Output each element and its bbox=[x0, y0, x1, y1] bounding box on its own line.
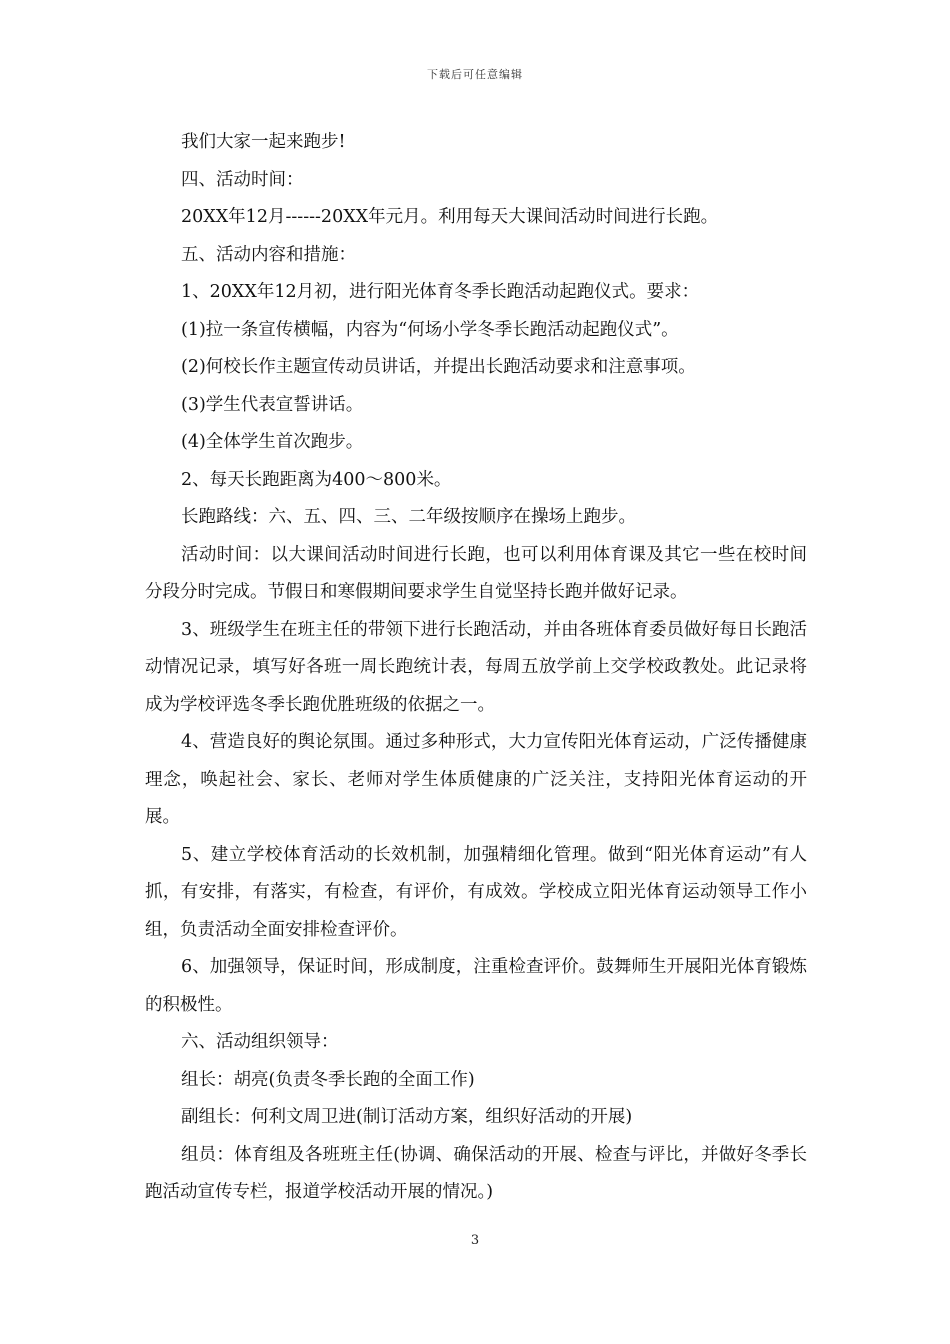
paragraph: 四、活动时间： bbox=[181, 169, 304, 190]
paragraph: 活动时间：以大课间活动时间进行长跑，也可以利用体育课及其它一些在校时间分段分时完成。节假日和寒假期间要求学生自觉坚持长跑并做好记录。 bbox=[145, 544, 807, 602]
paragraph: 1、20XX年12月初，进行阳光体育冬季长跑活动起跑仪式。要求： bbox=[181, 282, 700, 302]
paragraph: 五、活动内容和措施： bbox=[181, 244, 356, 265]
paragraph: 六、活动组织领导： bbox=[181, 1032, 339, 1052]
paragraph: 长跑路线：六、五、四、三、二年级按顺序在操场上跑步。 bbox=[181, 507, 636, 527]
paragraph: (3)学生代表宣誓讲话。 bbox=[181, 394, 364, 415]
header-note: 下载后可任意编辑 bbox=[427, 68, 523, 81]
document-body bbox=[145, 124, 807, 1212]
page-number: 3 bbox=[470, 1233, 480, 1248]
paragraph: 2、每天长跑距离为400～800米。 bbox=[181, 469, 452, 490]
paragraph: 6、加强领导，保证时间，形成制度，注重检查评价。鼓舞师生开展阳光体育锻炼的积极性。 bbox=[145, 957, 807, 1015]
paragraph: 我们大家一起来跑步! bbox=[181, 132, 346, 152]
paragraph: 副组长：何利文周卫进(制订活动方案，组织好活动的开展) bbox=[181, 1107, 633, 1127]
paragraph: (1)拉一条宣传横幅，内容为“何场小学冬季长跑活动起跑仪式”。 bbox=[181, 319, 679, 340]
paragraph: 4、营造良好的舆论氛围。通过多种形式，大力宣传阳光体育运动，广泛传播健康理念，唤起社会、家长、老师对学生体质健康的广泛关注，支持阳光体育运动的开展。 bbox=[145, 732, 807, 827]
paragraph: 5、建立学校体育活动的长效机制，加强精细化管理。做到“阳光体育运动”有人抓，有安排，有落实，有检查，有评价，有成效。学校成立阳光体育运动领导工作小组，负责活动全面安排检查评价。 bbox=[145, 844, 807, 940]
paragraph: (2)何校长作主题宣传动员讲话，并提出长跑活动要求和注意事项。 bbox=[181, 357, 696, 377]
paragraph: 组长：胡亮(负责冬季长跑的全面工作) bbox=[181, 1069, 475, 1090]
paragraph: 20XX年12月------20XX年元月。利用每天大课间活动时间进行长跑。 bbox=[181, 207, 719, 227]
paragraph: 3、班级学生在班主任的带领下进行长跑活动，并由各班体育委员做好每日长跑活动情况记录，填写好各班一周长跑统计表，每周五放学前上交学校政教处。此记录将成为学校评选冬季长跑优胜班级的依据之一。 bbox=[145, 619, 807, 715]
paragraph: 组员：体育组及各班班主任(协调、确保活动的开展、检查与评比，并做好冬季长跑活动宣传专栏，报道学校活动开展的情况。) bbox=[145, 1144, 807, 1202]
paragraph: (4)全体学生首次跑步。 bbox=[181, 432, 364, 452]
